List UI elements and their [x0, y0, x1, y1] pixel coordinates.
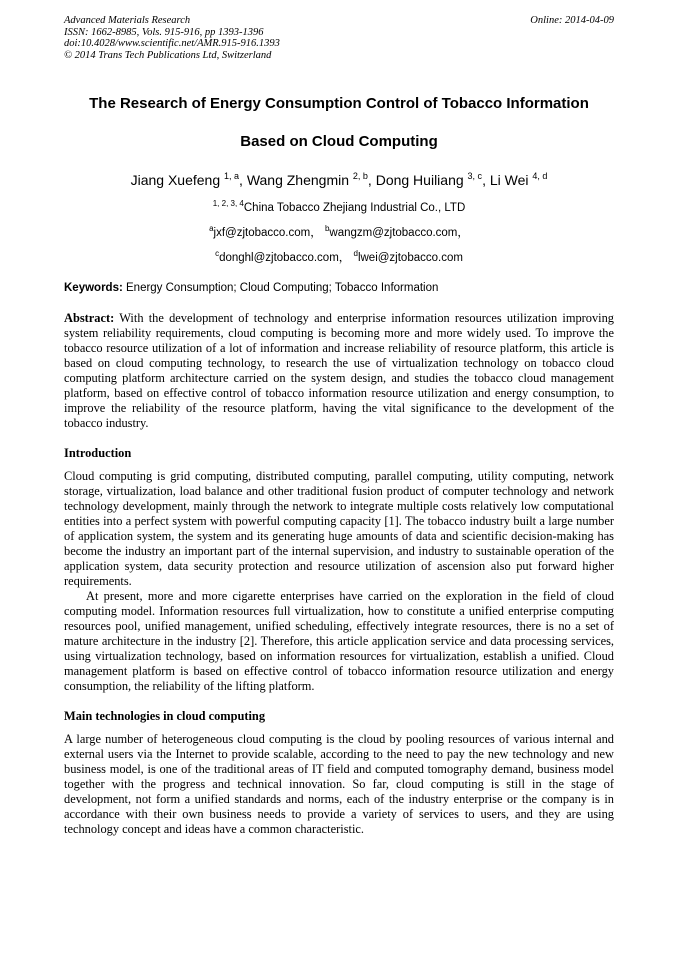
email-sup: b — [324, 224, 330, 233]
affiliation-block — [64, 196, 614, 271]
title-line-2: Based on Cloud Computing — [240, 133, 438, 150]
author-separator: , — [367, 172, 376, 188]
email-sup: d — [353, 249, 358, 258]
author-list — [64, 171, 614, 189]
abstract — [64, 311, 614, 431]
affiliation-text: China Tobacco Zhejiang Industrial Co., LTD — [243, 202, 466, 214]
affiliation-sup: 1, 2, 3, 4 — [212, 199, 244, 208]
author-sup: 3, c — [467, 171, 483, 181]
title-line-1: The Research of Energy Consumption Control of Tobacco Information — [89, 95, 589, 112]
copyright-line: © 2014 Trans Tech Publications Ltd, Switzerland — [64, 49, 272, 61]
paragraph: A large number of heterogeneous cloud computing is the cloud by pooling resources of various internal and external users via the Internet to provide scalable, according to the need to pay the new technology and new business model, is one of the traditional areas of IT field and computed tomography demand, business model together with the progress and technical innovation. So far, cloud computing is still in the stage of development, not form a unified standards and norms, each of the industry enterprise or the company is in accordance with their own business needs to provide a variety of services to users, and they are using technology concept and ideas have a common characteristic. — [64, 732, 614, 836]
section-introduction — [64, 446, 614, 694]
keywords-label: Keywords: — [64, 282, 123, 294]
email-sup: a — [209, 224, 214, 233]
author-sup: 2, b — [352, 171, 368, 181]
abstract-text: With the development of technology and enterprise information resources utilization improving system reliability requirements, cloud computing is becoming more and more widely used. To improve the tobacco resource utilization of a lot of information and increase reliability of resource platform, this article is based on cloud computing technology, to research the use of virtualization technology on tobacco cloud computing platform architecture carried on the system design, and studies the tobacco cloud management platform, based on effective control of tobacco information resource utilization and energy consumption, to improve the reliability of the resource platform, having the vital significance to the development of the tobacco industry. — [64, 311, 614, 430]
section-heading: Main technologies in cloud computing — [64, 709, 266, 723]
author-separator: , — [239, 172, 247, 188]
keywords — [64, 281, 614, 296]
email-a: jxf@zjtobacco.com， — [213, 227, 322, 239]
paragraph: Cloud computing is grid computing, distributed computing, parallel computing, utility computing, network storage, virtualization, load balance and other traditional fusion product of computer technology and network technology development, mainly through the network to integrate multiple costs relatively low computational entities into a perfect system with powerful computing capacity [1]. The tobacco industry built a large number of application system, the system and its generating huge amounts of data and scientific decision-making has become the industry an important part of the internal supervision, and industry to sustainable operation of the application system, data security protection and resource utilization of ascension also put forward higher requirements. — [64, 469, 614, 588]
email-line-1 — [64, 221, 614, 246]
section-heading: Introduction — [64, 446, 132, 460]
email-b: wangzm@zjtobacco.com， — [329, 227, 469, 239]
email-sup: c — [215, 249, 220, 258]
email-c: donghl@zjtobacco.com， — [219, 252, 351, 264]
section-main-technologies — [64, 709, 614, 837]
paper-title — [64, 85, 614, 161]
email-d: lwei@zjtobacco.com — [357, 252, 463, 264]
author-sup: 1, a — [224, 171, 240, 181]
journal-name: Advanced Materials Research — [64, 15, 191, 26]
paragraph: At present, more and more cigarette enterprises have carried on the exploration in the field of cloud computing model. Information resources full virtualization, how to constitute a unified enterprise computing resources pool, unified management, unified scheduling, effectively integrate resources, there is no a set of mature architecture in the industry [2]. Therefore, this article application service and data processing services, using virtualization technology, based on information resources for virtualization, establish a unified. Cloud management platform is based on effective control of tobacco information resource utilization and energy consumption, the reliability of the lifting platform. — [64, 589, 614, 693]
online-date: Online: 2014-04-09 — [530, 15, 614, 26]
issn-line: ISSN: 1662-8985, Vols. 915-916, pp 1393-1396 — [64, 26, 264, 38]
keywords-text: Energy Consumption; Cloud Computing; Tobacco Information — [126, 282, 439, 294]
author-separator: , — [482, 172, 490, 188]
author-sup: 4, d — [532, 171, 548, 181]
author-name: Jiang Xuefeng — [130, 172, 221, 188]
email-line-2 — [64, 246, 614, 271]
author-name: Li Wei — [489, 172, 529, 188]
journal-header — [64, 15, 614, 61]
affiliation-line — [64, 196, 614, 221]
author-name: Wang Zhengmin — [246, 172, 350, 188]
doi-line: doi:10.4028/www.scientific.net/AMR.915-916.1393 — [64, 38, 280, 49]
abstract-label: Abstract: — [64, 311, 115, 325]
author-name: Dong Huiliang — [375, 172, 464, 188]
